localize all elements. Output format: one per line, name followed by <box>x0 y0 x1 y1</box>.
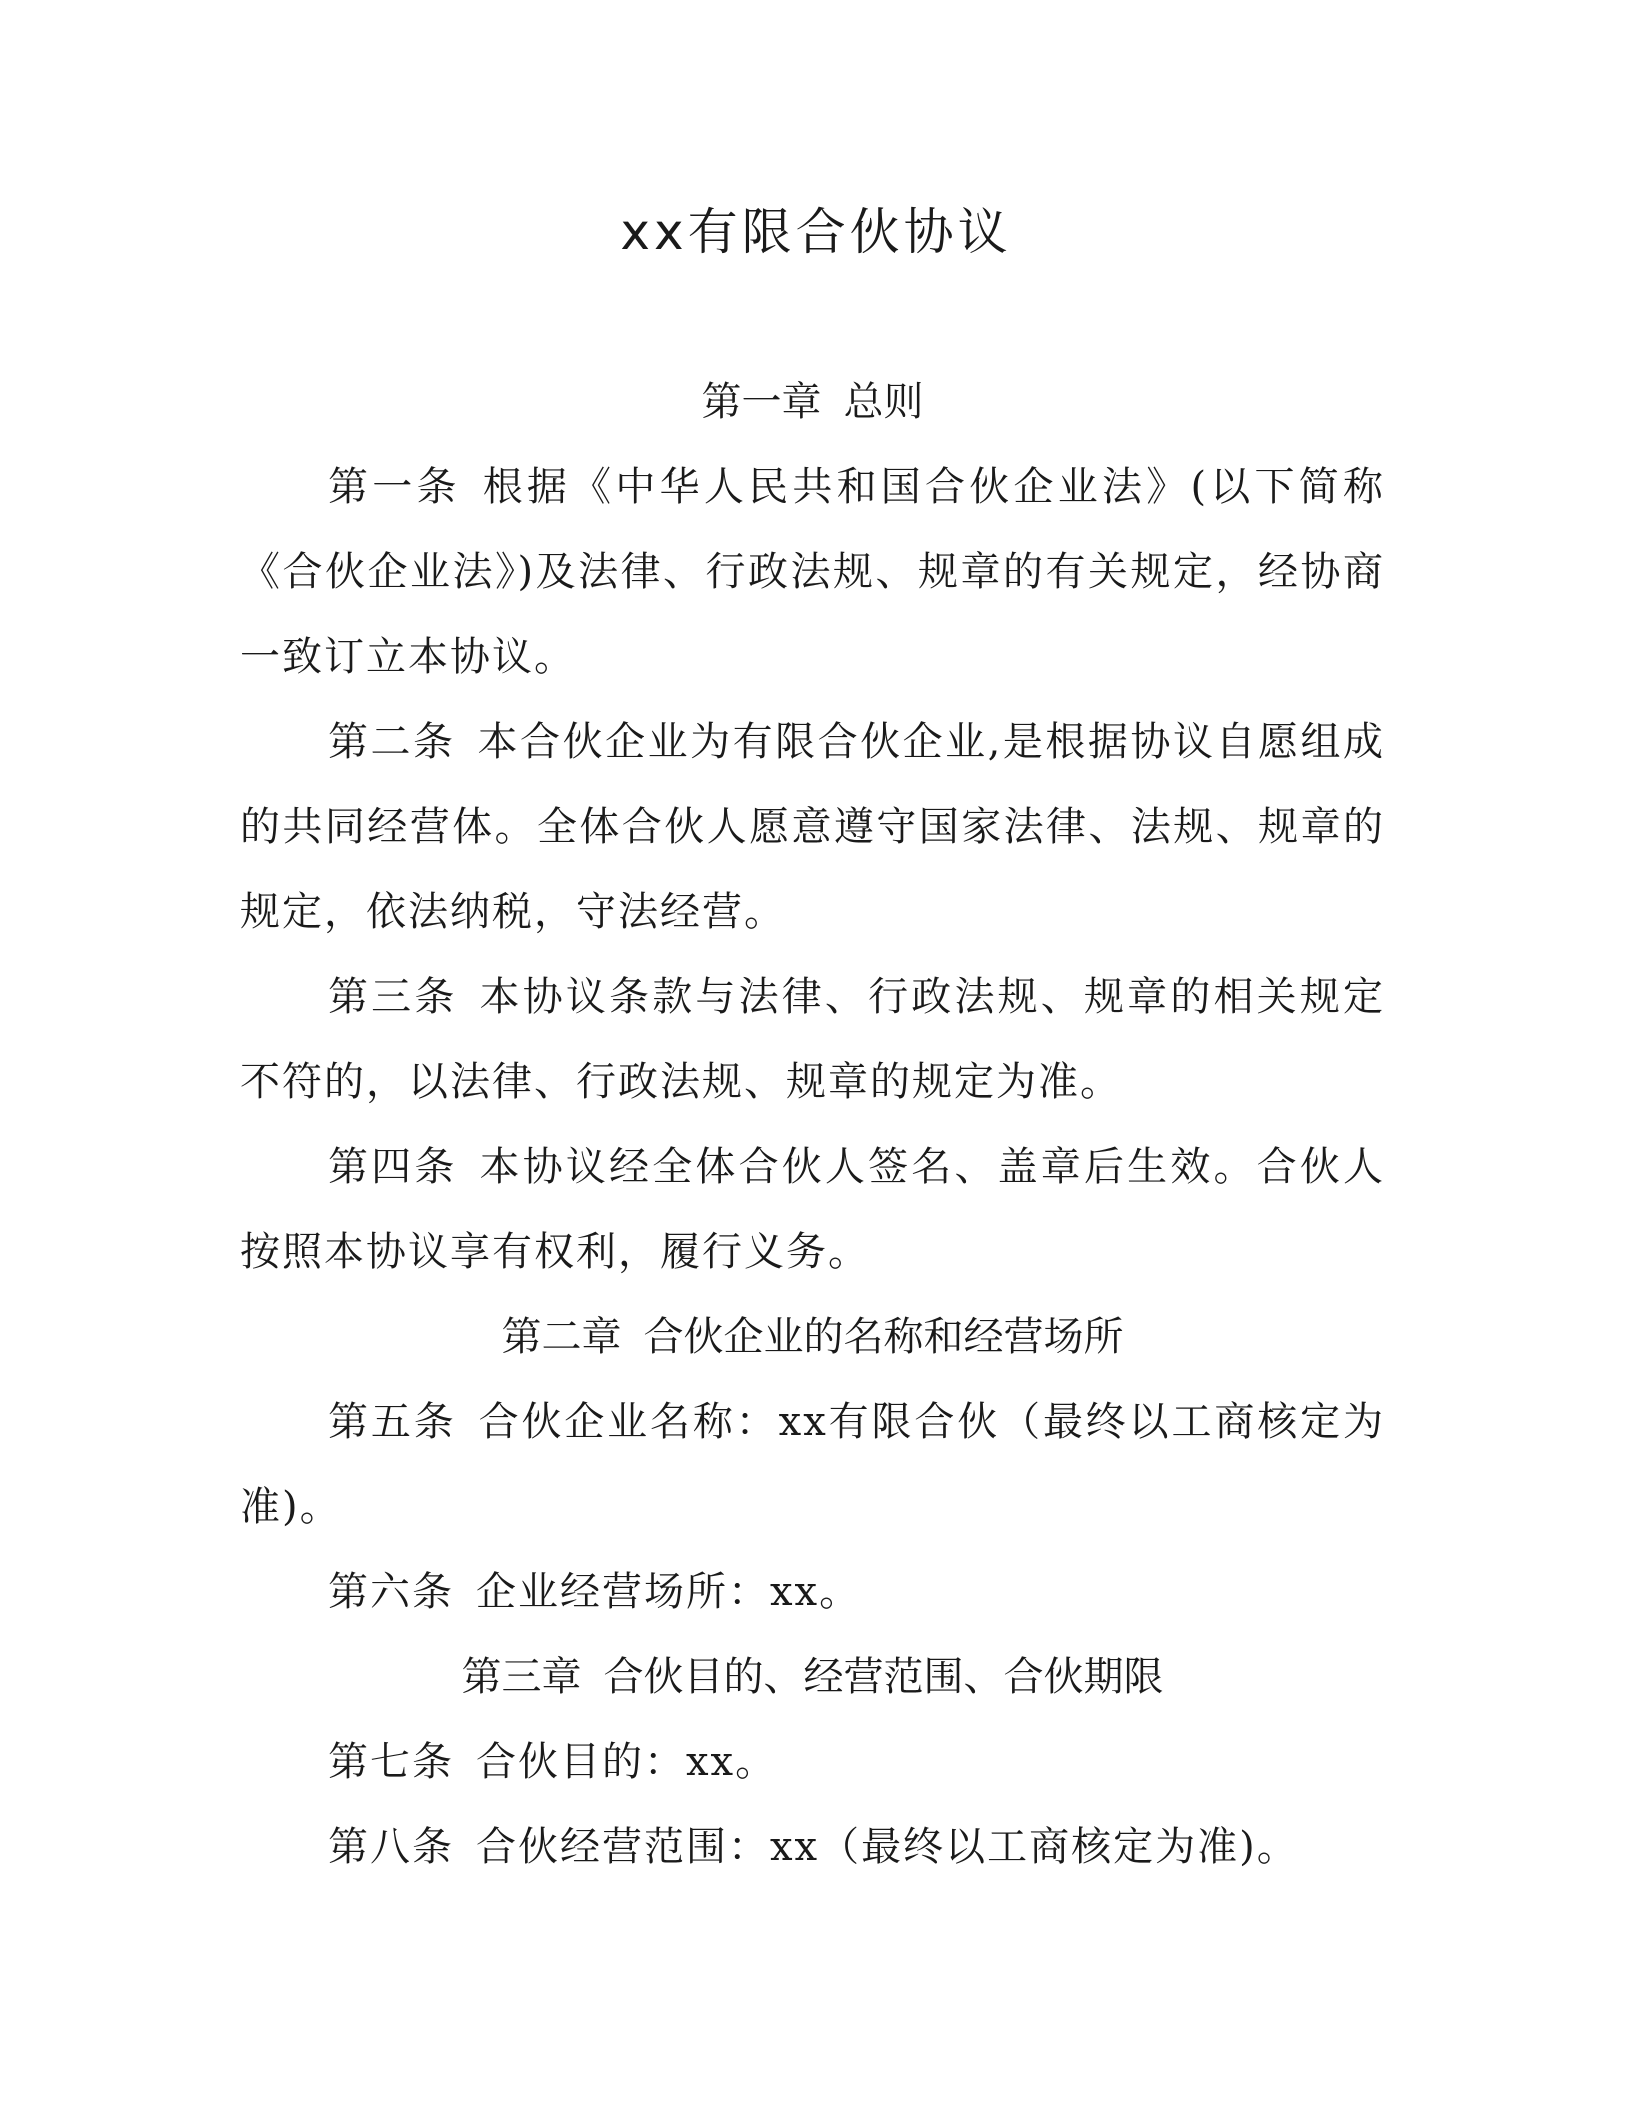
article-4 <box>240 1125 1385 1295</box>
article-number: 第二条 <box>328 719 456 765</box>
chapter-number: 第一章 <box>701 379 822 425</box>
article-text: 本合伙企业为有限合伙企业,是根据协议自愿组成的共同经营体。全体合伙人愿意遵守国家法律、法规、规章的规定，依法纳税，守法经营。 <box>240 719 1386 935</box>
article-text: 本协议条款与法律、行政法规、规章的相关规定不符的，以法律、行政法规、规章的规定为准。 <box>240 974 1386 1105</box>
article-8 <box>240 1805 1385 1890</box>
chapter-number: 第三章 <box>461 1654 582 1700</box>
article-text: 企业经营场所：xx。 <box>476 1569 862 1615</box>
article-7 <box>240 1720 1385 1805</box>
article-text: 合伙经营范围：xx（最终以工商核定为准)。 <box>476 1824 1299 1870</box>
chapter-name: 合伙目的、经营范围、合伙期限 <box>603 1654 1164 1700</box>
article-number: 第三条 <box>328 974 458 1020</box>
article-6 <box>240 1550 1385 1635</box>
chapter-name: 总则 <box>843 379 924 425</box>
document-title: xx有限合伙协议 <box>620 203 1012 261</box>
article-number: 第四条 <box>328 1144 458 1190</box>
article-text: 根据《中华人民共和国合伙企业法》(以下简称《合伙企业法》)及法律、行政法规、规章的有关规定，经协商一致订立本协议。 <box>240 464 1385 680</box>
article-number: 第一条 <box>328 464 461 510</box>
article-2 <box>240 700 1385 955</box>
chapter-name: 合伙企业的名称和经营场所 <box>643 1314 1124 1360</box>
chapter-heading-3 <box>240 1635 1385 1720</box>
article-1 <box>240 445 1385 700</box>
chapter-number: 第二章 <box>501 1314 622 1360</box>
article-5 <box>240 1380 1385 1550</box>
article-number: 第五条 <box>328 1399 457 1445</box>
document-body <box>240 360 1385 1890</box>
article-number: 第六条 <box>328 1569 454 1615</box>
article-number: 第七条 <box>328 1739 454 1785</box>
article-text: 合伙企业名称：xx有限合伙（最终以工商核定为准)。 <box>240 1399 1385 1530</box>
chapter-heading-1 <box>240 360 1385 445</box>
article-text: 合伙目的：xx。 <box>476 1739 778 1785</box>
article-text: 本协议经全体合伙人签名、盖章后生效。合伙人按照本协议享有权利，履行义务。 <box>240 1144 1386 1275</box>
article-3 <box>240 955 1385 1125</box>
article-number: 第八条 <box>328 1824 454 1870</box>
chapter-heading-2 <box>240 1295 1385 1380</box>
